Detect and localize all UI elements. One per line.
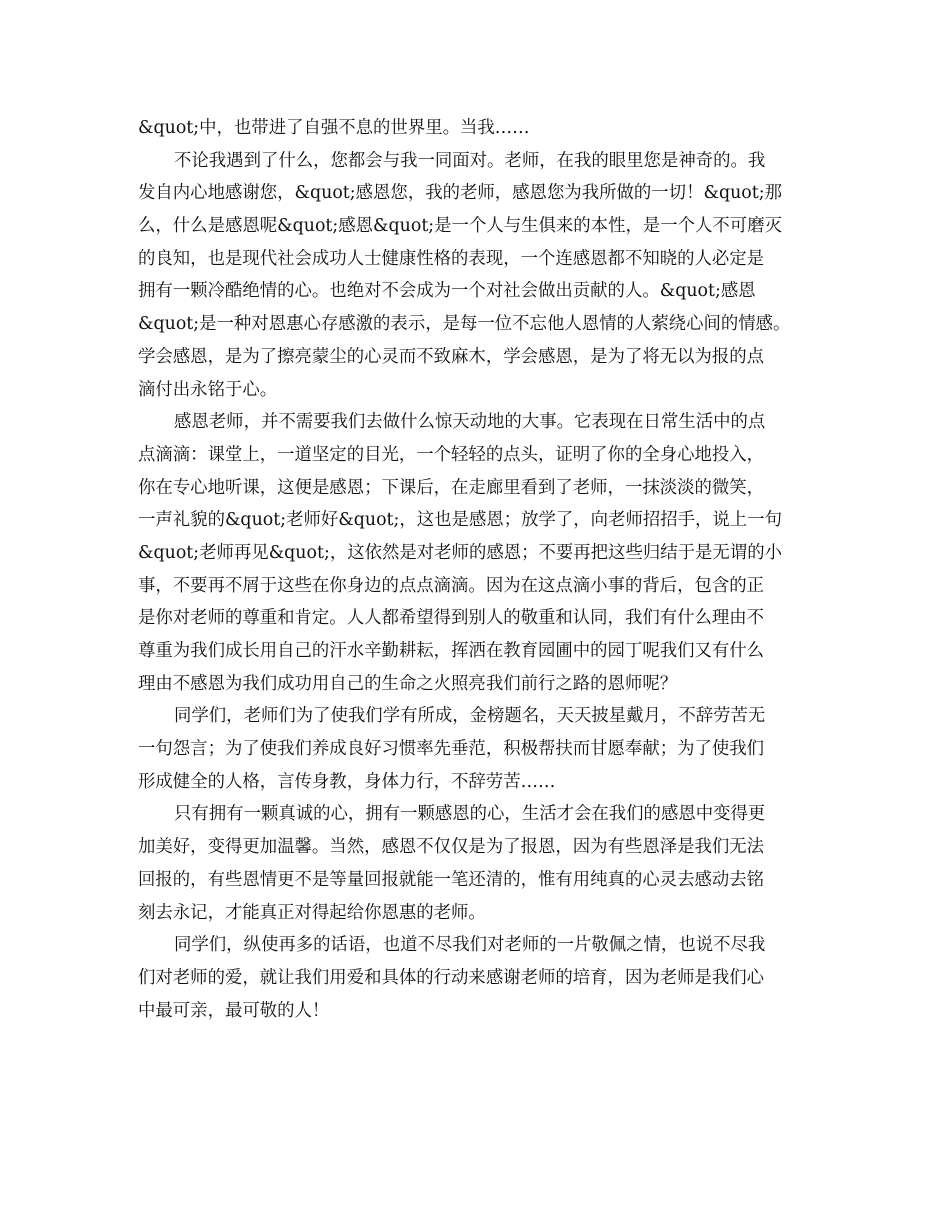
text-line: 理由不感恩为我们成功用自己的生命之火照亮我们前行之路的恩师呢？ xyxy=(138,673,678,694)
text-line: 拥有一颗冷酷绝情的心。也绝对不会成为一个对社会做出贡献的人。&quot;感恩 xyxy=(138,281,756,302)
text-line: 同学们，纵使再多的话语，也道不尽我们对老师的一片敬佩之情，也说不尽我 xyxy=(174,935,766,956)
text-line: 么，什么是感恩呢&quot;感恩&quot;是一个人与生俱来的本性，是一个人不可磨灭 xyxy=(138,216,782,237)
text-line: 中最可亲，最可敬的人！ xyxy=(138,1000,330,1021)
text-line: 同学们，老师们为了使我们学有所成，金榜题名，天天披星戴月，不辞劳苦无 xyxy=(174,706,766,727)
text-line: 只有拥有一颗真诚的心，拥有一颗感恩的心，生活才会在我们的感恩中变得更 xyxy=(174,804,766,825)
text-line: 加美好，变得更加温馨。当然，感恩不仅仅是为了报恩，因为有些恩泽是我们无法 xyxy=(138,837,765,858)
text-line: 点滴滴：课堂上，一道坚定的目光，一个轻轻的点头，证明了你的全身心地投入， xyxy=(138,444,765,465)
text-line: 刻去永记，才能真正对得起给你恩惠的老师。 xyxy=(138,902,486,923)
text-line: 一句怨言；为了使我们养成良好习惯率先垂范，积极帮扶而甘愿奉献；为了使我们 xyxy=(138,739,765,760)
document-body xyxy=(138,112,828,1027)
text-line: 们对老师的爱，就让我们用爱和具体的行动来感谢老师的培育，因为老师是我们心 xyxy=(138,967,765,988)
text-line: 尊重为我们成长用自己的汗水辛勤耕耘，挥洒在教育园圃中的园丁呢我们又有什么 xyxy=(138,641,765,661)
text-line: &quot;老师再见&quot;，这依然是对老师的感恩；不要再把这些归结于是无谓的小 xyxy=(138,542,782,563)
text-line: 是你对老师的尊重和肯定。人人都希望得到别人的敬重和认同，我们有什么理由不 xyxy=(138,608,765,629)
text-line: 发自内心地感谢您，&quot;感恩您，我的老师，感恩您为我所做的一切！&quot;那 xyxy=(138,183,782,204)
text-line: 滴付出永铭于心。 xyxy=(138,379,278,400)
text-line: 事，不要再不屑于这些在你身边的点点滴滴。因为在这点滴小事的背后，包含的正 xyxy=(138,575,765,596)
text-line: 一声礼貌的&quot;老师好&quot;，这也是感恩；放学了，向老师招招手，说上一句 xyxy=(138,510,782,531)
text-line: 形成健全的人格，言传身教，身体力行，不辞劳苦…… xyxy=(138,771,556,792)
text-line: &quot;中，也带进了自强不息的世界里。当我…… xyxy=(138,118,530,138)
text-line: 不论我遇到了什么，您都会与我一同面对。老师，在我的眼里您是神奇的。我 xyxy=(174,150,766,171)
text-line: 学会感恩，是为了擦亮蒙尘的心灵而不致麻木，学会感恩，是为了将无以为报的点 xyxy=(138,346,765,367)
text-line: &quot;是一种对恩惠心存感激的表示，是每一位不忘他人恩情的人萦绕心间的情感。 xyxy=(138,314,791,335)
text-line: 感恩老师，并不需要我们去做什么惊天动地的大事。它表现在日常生活中的点 xyxy=(174,412,766,433)
text-line: 的良知，也是现代社会成功人士健康性格的表现，一个连感恩都不知晓的人必定是 xyxy=(138,248,765,269)
text-line: 你在专心地听课，这便是感恩；下课后，在走廊里看到了老师，一抹淡淡的微笑， xyxy=(138,477,765,498)
text-line: 回报的，有些恩情更不是等量回报就能一笔还清的，惟有用纯真的心灵去感动去铭 xyxy=(138,869,765,890)
